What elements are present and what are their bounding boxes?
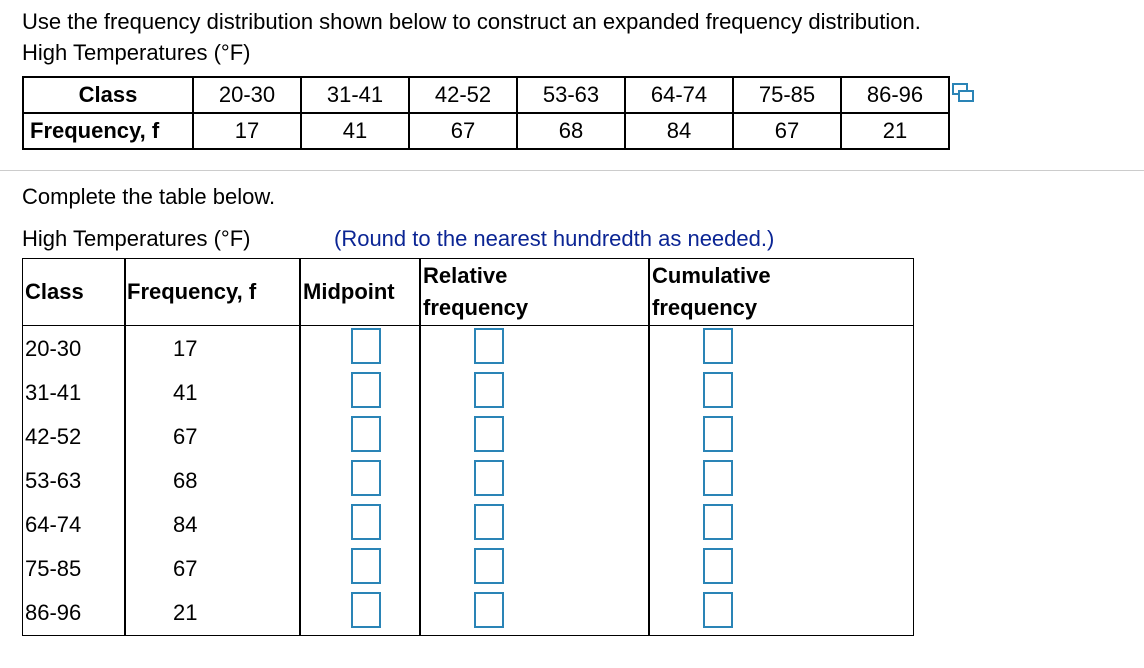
frequency-cell: 67 [409, 113, 517, 149]
class-cell: 31-41 [301, 77, 409, 113]
section-divider [0, 170, 1144, 171]
midpoint-input[interactable] [351, 372, 381, 408]
midpoint-input[interactable] [351, 504, 381, 540]
class-cell: 64-74 [625, 77, 733, 113]
rounding-note: (Round to the nearest hundredth as needed.) [334, 226, 775, 251]
instructions-text: Complete the table below. [22, 184, 276, 209]
class-cell: 42-52 [25, 424, 82, 449]
frequency-cell: 41 [301, 113, 409, 149]
cumulative-input[interactable] [703, 372, 733, 408]
class-cell: 42-52 [409, 77, 517, 113]
cumulative-input[interactable] [703, 504, 733, 540]
class-cell: 20-30 [193, 77, 301, 113]
class-cell: 64-74 [25, 512, 82, 537]
cumulative-input[interactable] [703, 416, 733, 452]
cumulative-frequency-header-line1: Cumulative [652, 263, 771, 288]
frequency-header: Frequency, f [23, 113, 193, 149]
frequency-cell: 68 [517, 113, 625, 149]
relative-frequency-header-line1: Relative [423, 263, 508, 288]
answer-table-title: High Temperatures (°F) [22, 226, 251, 251]
midpoint-input[interactable] [351, 460, 381, 496]
class-cell: 86-96 [25, 600, 82, 625]
class-cell: 75-85 [25, 556, 82, 581]
given-frequency-table [22, 76, 950, 150]
copy-icon[interactable] [952, 83, 974, 103]
class-cell: 31-41 [25, 380, 82, 405]
relative-input[interactable] [474, 504, 504, 540]
midpoint-input[interactable] [351, 592, 381, 628]
cumulative-input[interactable] [703, 548, 733, 584]
frequency-cell: 17 [173, 336, 198, 361]
cumulative-input[interactable] [703, 328, 733, 364]
frequency-cell: 21 [841, 113, 949, 149]
midpoint-input[interactable] [351, 416, 381, 452]
answer-table [22, 258, 914, 636]
frequency-cell: 67 [733, 113, 841, 149]
class-cell: 53-63 [25, 468, 82, 493]
cumulative-input[interactable] [703, 592, 733, 628]
frequency-cell: 41 [173, 380, 198, 405]
column-divider [124, 259, 126, 635]
midpoint-input[interactable] [351, 548, 381, 584]
cumulative-frequency-header-line2: frequency [652, 295, 758, 320]
midpoint-input[interactable] [351, 328, 381, 364]
cumulative-input[interactable] [703, 460, 733, 496]
frequency-column-header: Frequency, f [127, 279, 257, 304]
answer-table-header [23, 259, 913, 326]
table-title: High Temperatures (°F) [22, 40, 251, 65]
relative-input[interactable] [474, 328, 504, 364]
midpoint-column-header: Midpoint [303, 279, 395, 304]
frequency-cell: 21 [173, 600, 198, 625]
class-cell: 86-96 [841, 77, 949, 113]
column-divider [419, 259, 421, 635]
frequency-cell: 17 [193, 113, 301, 149]
relative-input[interactable] [474, 592, 504, 628]
column-divider [299, 259, 301, 635]
class-cell: 20-30 [25, 336, 82, 361]
class-header: Class [23, 77, 193, 113]
question-prompt: Use the frequency distribution shown below to construct an expanded frequency distribution. [22, 9, 921, 34]
class-cell: 75-85 [733, 77, 841, 113]
relative-input[interactable] [474, 548, 504, 584]
class-column-header: Class [25, 279, 84, 304]
frequency-cell: 84 [173, 512, 198, 537]
frequency-cell: 67 [173, 556, 198, 581]
column-divider [648, 259, 650, 635]
relative-input[interactable] [474, 460, 504, 496]
relative-input[interactable] [474, 372, 504, 408]
frequency-cell: 68 [173, 468, 198, 493]
frequency-cell: 84 [625, 113, 733, 149]
relative-frequency-header-line2: frequency [423, 295, 529, 320]
frequency-cell: 67 [173, 424, 198, 449]
relative-input[interactable] [474, 416, 504, 452]
class-cell: 53-63 [517, 77, 625, 113]
